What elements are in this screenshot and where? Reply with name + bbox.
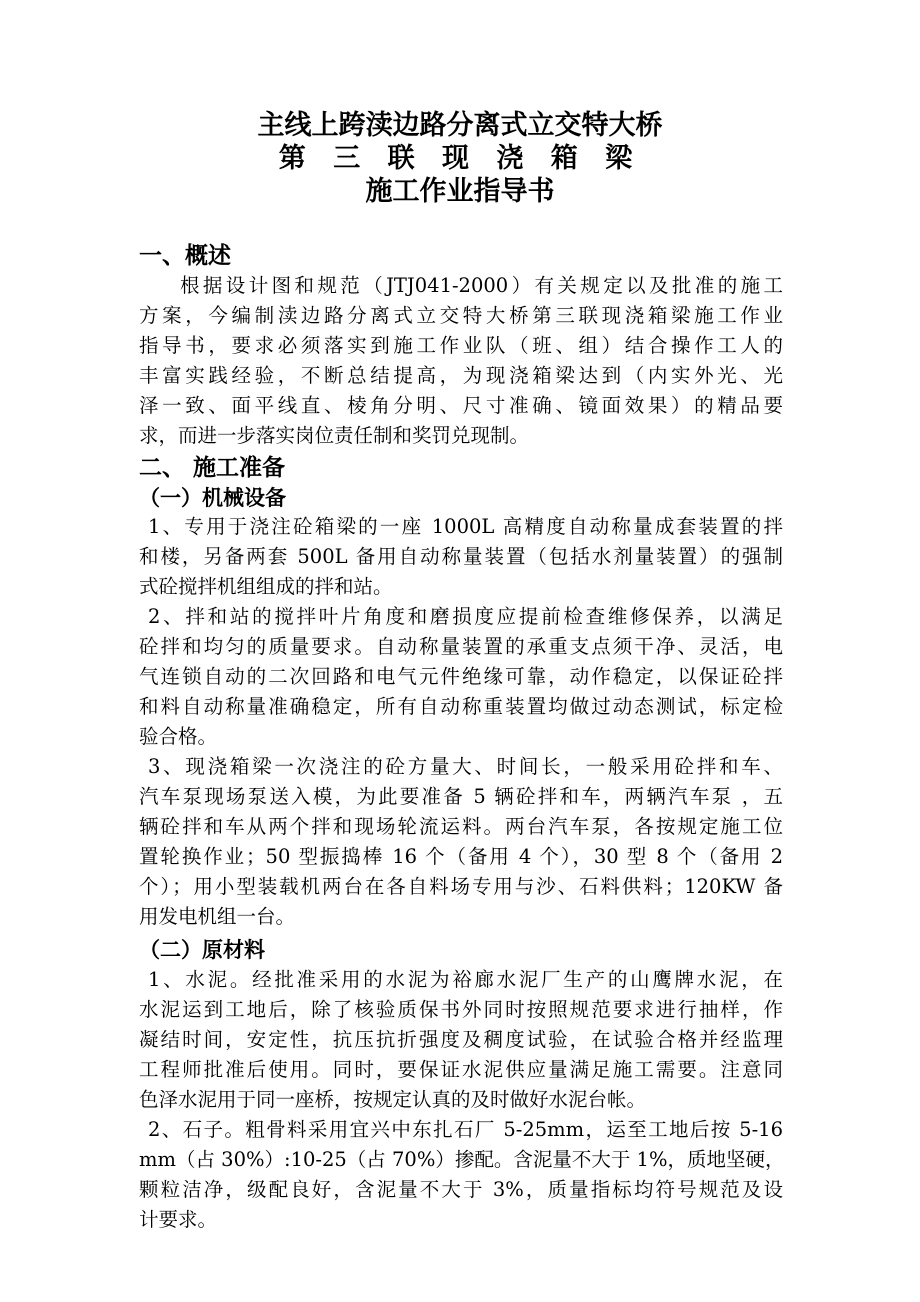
paragraph-line: 颗粒洁净，级配良好，含泥量不大于 3%，质量指标均符号规范及设 (139, 1178, 783, 1201)
paragraph-line: 汽车泵现场泵送入模，为此要准备 5 辆砼拌和车，两辆汽车泵 ，五 (139, 785, 783, 808)
paragraph-line: 根据设计图和规范（JTJ041-2000）有关规定以及批准的施工 (180, 274, 783, 297)
paragraph-line: 工程师批准后使用。同时，要保证水泥供应量满足施工需要。注意同 (139, 1058, 783, 1081)
document-title-line-3: 施工作业指导书 (365, 176, 555, 207)
paragraph-line: 个）；用小型装载机两台在各自料场专用与沙、石料供料；120KW 备 (139, 875, 783, 898)
paragraph-line: 式砼搅拌机组组成的拌和站。 (139, 575, 393, 598)
subsection-heading-equipment: （一）机械设备 (139, 486, 286, 510)
document-title-line-2: 第 三 联 现 浇 箱 梁 (278, 143, 642, 174)
paragraph-line: 2、拌和站的搅拌叶片角度和磨损度应提前检查维修保养，以满足 (148, 605, 783, 628)
paragraph-line: 泽一致、面平线直、棱角分明、尺寸准确、镜面效果）的精品要 (139, 394, 783, 417)
paragraph-line: 方案，今编制渎边路分离式立交特大桥第三联现浇箱梁施工作业 (139, 304, 783, 327)
paragraph-line: 3、现浇箱梁一次浇注的砼方量大、时间长，一般采用砼拌和车、 (148, 755, 783, 778)
paragraph-line: 凝结时间，安定性，抗压抗折强度及稠度试验，在试验合格并经监理 (139, 1028, 783, 1051)
paragraph-line: 置轮换作业；50 型振捣棒 16 个（备用 4 个），30 型 8 个（备用 2 (139, 845, 783, 868)
paragraph-line: 辆砼拌和车从两个拌和现场轮流运料。两台汽车泵，各按规定施工位 (139, 815, 783, 838)
paragraph-line: 和料自动称量准确稳定，所有自动称重装置均做过动态测试，标定检 (139, 695, 783, 718)
section-heading-overview: 一、概述 (139, 243, 231, 269)
paragraph-line: 指导书，要求必须落实到施工作业队（班、组）结合操作工人的 (139, 334, 783, 357)
document-title-line-1: 主线上跨渎边路分离式立交特大桥 (257, 110, 663, 141)
paragraph-line: 2、石子。粗骨料采用宜兴中东扎石厂 5-25mm，运至工地后按 5-16 (148, 1118, 783, 1141)
paragraph-line: 求，而进一步落实岗位责任制和奖罚兑现制。 (139, 424, 530, 447)
paragraph-line: 验合格。 (139, 725, 218, 748)
paragraph-line: 色泽水泥用于同一座桥，按规定认真的及时做好水泥台帐。 (139, 1088, 647, 1111)
paragraph-line: mm（占 30%）:10-25（占 70%）掺配。含泥量不大于 1%，质地坚硬， (139, 1148, 785, 1171)
paragraph-line: 1、水泥。经批准采用的水泥为裕廊水泥厂生产的山鹰牌水泥，在 (148, 968, 783, 991)
paragraph-line: 1、专用于浇注砼箱梁的一座 1000L 高精度自动称量成套装置的拌 (148, 515, 783, 538)
paragraph-line: 水泥运到工地后，除了核验质保书外同时按照规范要求进行抽样，作 (139, 998, 783, 1021)
paragraph-line: 计要求。 (139, 1208, 218, 1231)
paragraph-line: 丰富实践经验，不断总结提高，为现浇箱梁达到（内实外光、光 (139, 364, 783, 387)
paragraph-line: 砼拌和均匀的质量要求。自动称量装置的承重支点须干净、灵活，电 (139, 635, 783, 658)
paragraph-line: 和楼，另备两套 500L 备用自动称量装置（包括水剂量装置）的强制 (139, 545, 783, 568)
section-heading-preparation: 二、 施工准备 (139, 455, 286, 481)
paragraph-line: 用发电机组一台。 (139, 905, 296, 928)
subsection-heading-materials: （二）原材料 (139, 938, 265, 962)
paragraph-line: 气连锁自动的二次回路和电气元件绝缘可靠，动作稳定，以保证砼拌 (139, 665, 783, 688)
